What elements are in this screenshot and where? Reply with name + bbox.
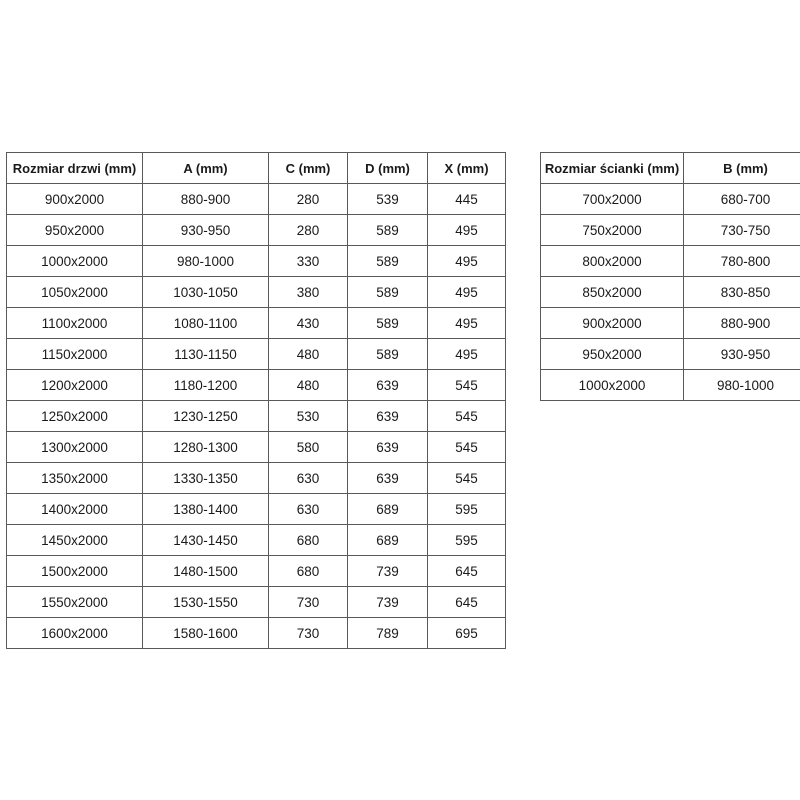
table-row xyxy=(7,308,506,339)
table-cell: 545 xyxy=(428,401,506,432)
table-cell: 589 xyxy=(348,277,428,308)
table-cell: 530 xyxy=(269,401,348,432)
table-cell: 1250x2000 xyxy=(7,401,143,432)
table-cell: 1480-1500 xyxy=(143,556,269,587)
table-cell: 539 xyxy=(348,184,428,215)
table-cell: 789 xyxy=(348,618,428,649)
table-cell: 1500x2000 xyxy=(7,556,143,587)
table-cell: 1300x2000 xyxy=(7,432,143,463)
table-cell: 645 xyxy=(428,587,506,618)
table-cell: 280 xyxy=(269,215,348,246)
table-cell: 1100x2000 xyxy=(7,308,143,339)
table-cell: 1230-1250 xyxy=(143,401,269,432)
table-cell: 1450x2000 xyxy=(7,525,143,556)
table-cell: 1000x2000 xyxy=(7,246,143,277)
table-cell: 780-800 xyxy=(684,246,800,277)
table-cell: 980-1000 xyxy=(143,246,269,277)
table-row xyxy=(541,184,800,215)
table-row xyxy=(541,215,800,246)
column-header: Rozmiar ścianki (mm) xyxy=(541,153,684,184)
header-row xyxy=(7,153,506,184)
table-cell: 630 xyxy=(269,463,348,494)
table-row xyxy=(7,215,506,246)
table-cell: 589 xyxy=(348,215,428,246)
table-cell: 1130-1150 xyxy=(143,339,269,370)
table-row xyxy=(7,463,506,494)
table-cell: 1080-1100 xyxy=(143,308,269,339)
table-cell: 430 xyxy=(269,308,348,339)
table-cell: 800x2000 xyxy=(541,246,684,277)
table-row xyxy=(7,618,506,649)
table-cell: 589 xyxy=(348,246,428,277)
table-cell: 750x2000 xyxy=(541,215,684,246)
table-row xyxy=(7,277,506,308)
table-cell: 680 xyxy=(269,556,348,587)
table-row xyxy=(7,246,506,277)
table-cell: 589 xyxy=(348,339,428,370)
table-cell: 480 xyxy=(269,370,348,401)
table-cell: 1380-1400 xyxy=(143,494,269,525)
column-header: X (mm) xyxy=(428,153,506,184)
table-cell: 545 xyxy=(428,463,506,494)
table-cell: 645 xyxy=(428,556,506,587)
column-header: B (mm) xyxy=(684,153,800,184)
table-cell: 950x2000 xyxy=(7,215,143,246)
table-row xyxy=(541,246,800,277)
table-cell: 589 xyxy=(348,308,428,339)
table-cell: 595 xyxy=(428,525,506,556)
table-row xyxy=(7,432,506,463)
table-row xyxy=(7,401,506,432)
table-cell: 930-950 xyxy=(684,339,800,370)
table-row xyxy=(541,277,800,308)
table-cell: 1150x2000 xyxy=(7,339,143,370)
table-cell: 980-1000 xyxy=(684,370,800,401)
table-cell: 689 xyxy=(348,494,428,525)
table-cell: 730 xyxy=(269,587,348,618)
table-cell: 680-700 xyxy=(684,184,800,215)
table-cell: 850x2000 xyxy=(541,277,684,308)
header-row xyxy=(541,153,800,184)
table-cell: 495 xyxy=(428,215,506,246)
table-row xyxy=(541,308,800,339)
table-row xyxy=(541,339,800,370)
table-row xyxy=(541,370,800,401)
table-cell: 689 xyxy=(348,525,428,556)
door-size-table xyxy=(6,152,506,649)
table-cell: 1180-1200 xyxy=(143,370,269,401)
table-cell: 595 xyxy=(428,494,506,525)
table-row xyxy=(7,184,506,215)
table-cell: 900x2000 xyxy=(541,308,684,339)
table-cell: 1030-1050 xyxy=(143,277,269,308)
table-cell: 1000x2000 xyxy=(541,370,684,401)
column-header: Rozmiar drzwi (mm) xyxy=(7,153,143,184)
table-cell: 1600x2000 xyxy=(7,618,143,649)
table-cell: 545 xyxy=(428,370,506,401)
table-row xyxy=(7,587,506,618)
table-cell: 1280-1300 xyxy=(143,432,269,463)
table-cell: 495 xyxy=(428,246,506,277)
table-cell: 1330-1350 xyxy=(143,463,269,494)
table-cell: 1050x2000 xyxy=(7,277,143,308)
table-cell: 280 xyxy=(269,184,348,215)
table-cell: 730 xyxy=(269,618,348,649)
table-cell: 445 xyxy=(428,184,506,215)
table-cell: 1550x2000 xyxy=(7,587,143,618)
wall-size-table xyxy=(540,152,800,401)
table-cell: 880-900 xyxy=(143,184,269,215)
table-cell: 1350x2000 xyxy=(7,463,143,494)
column-header: C (mm) xyxy=(269,153,348,184)
table-cell: 580 xyxy=(269,432,348,463)
table-cell: 495 xyxy=(428,277,506,308)
table-cell: 695 xyxy=(428,618,506,649)
table-cell: 380 xyxy=(269,277,348,308)
table-cell: 739 xyxy=(348,587,428,618)
table-row xyxy=(7,339,506,370)
table-cell: 495 xyxy=(428,308,506,339)
table-cell: 630 xyxy=(269,494,348,525)
column-header: D (mm) xyxy=(348,153,428,184)
column-header: A (mm) xyxy=(143,153,269,184)
table-cell: 495 xyxy=(428,339,506,370)
table-cell: 1200x2000 xyxy=(7,370,143,401)
table-cell: 1580-1600 xyxy=(143,618,269,649)
table-cell: 639 xyxy=(348,401,428,432)
table-cell: 700x2000 xyxy=(541,184,684,215)
table-cell: 1530-1550 xyxy=(143,587,269,618)
table-cell: 900x2000 xyxy=(7,184,143,215)
table-cell: 880-900 xyxy=(684,308,800,339)
table-cell: 730-750 xyxy=(684,215,800,246)
table-cell: 639 xyxy=(348,432,428,463)
table-cell: 950x2000 xyxy=(541,339,684,370)
table-cell: 739 xyxy=(348,556,428,587)
table-cell: 330 xyxy=(269,246,348,277)
table-row xyxy=(7,370,506,401)
table-cell: 1430-1450 xyxy=(143,525,269,556)
table-cell: 930-950 xyxy=(143,215,269,246)
table-cell: 680 xyxy=(269,525,348,556)
table-cell: 1400x2000 xyxy=(7,494,143,525)
table-row xyxy=(7,556,506,587)
table-row xyxy=(7,525,506,556)
table-cell: 830-850 xyxy=(684,277,800,308)
table-row xyxy=(7,494,506,525)
table-cell: 639 xyxy=(348,463,428,494)
table-cell: 639 xyxy=(348,370,428,401)
table-cell: 480 xyxy=(269,339,348,370)
table-cell: 545 xyxy=(428,432,506,463)
